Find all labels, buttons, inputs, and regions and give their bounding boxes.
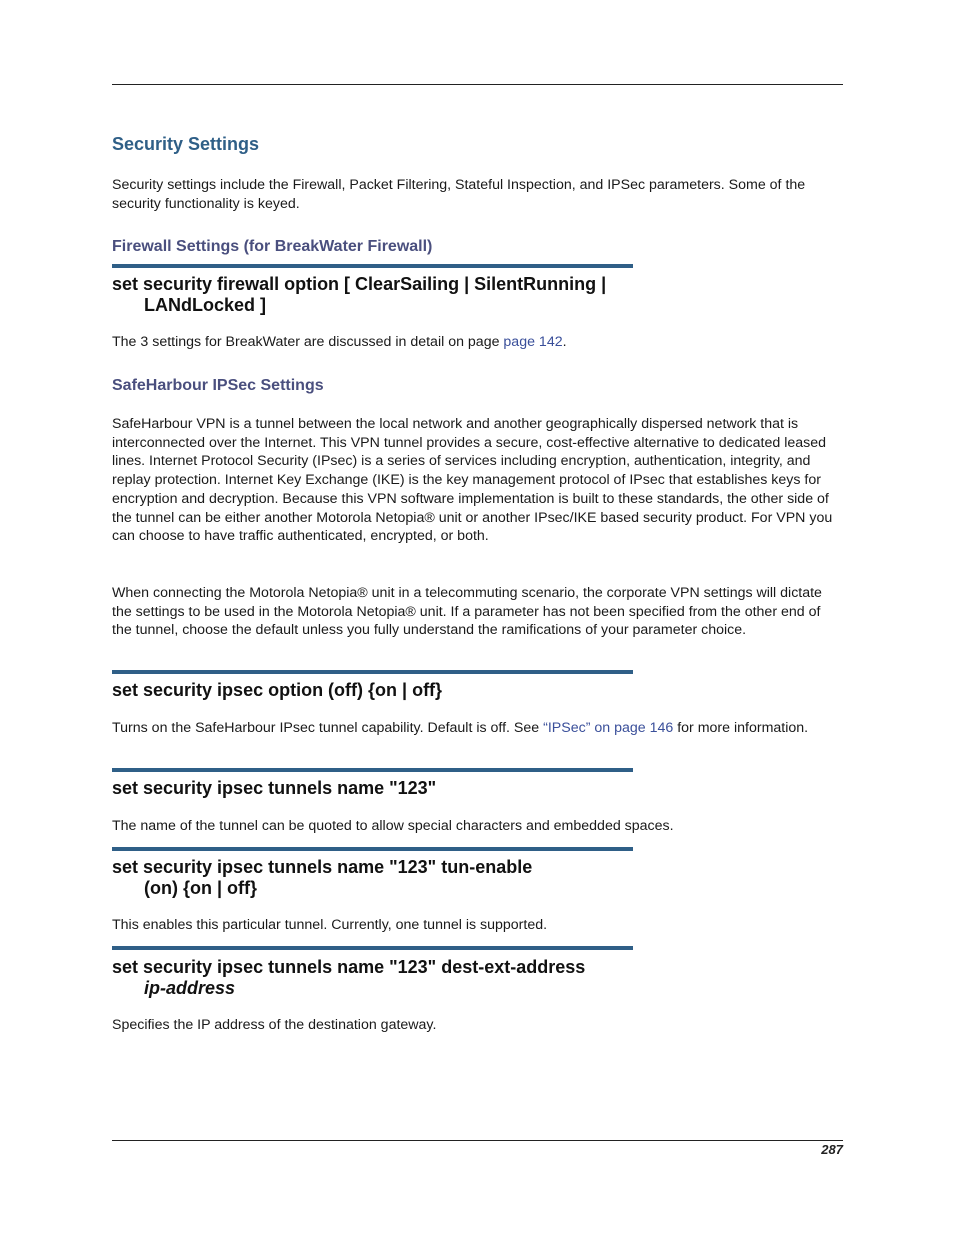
section-heading-security-settings: Security Settings (112, 134, 260, 154)
ipsec-option-description (112, 719, 843, 738)
command-line: set security ipsec tunnels name "123" dest-ext-address (112, 957, 586, 977)
vpn-paragraph: SafeHarbour VPN is a tunnel between the local network and another geographically dispersed network that is interconnected over the Internet. This VPN tunnel provides a secure, cost-effective alternative to dedicated leased lines. Internet Protocol Security (IPsec) is a series of services including encryption, authentication, integrity, and replay protection. Internet Key Exchange (IKE) is the key management protocol of IPsec that establishes keys for encryption and decryption. Because this VPN software implementation is built to these standards, the other side of the tunnel can be either another Motorola Netopia® unit or another IPsec/IKE based security product. For VPN you can choose to have traffic authenticated, encrypted, or both. (112, 416, 833, 545)
command-rule (112, 264, 633, 268)
command-rule (112, 768, 633, 772)
command-dest-ext-address (112, 957, 585, 999)
footer-rule (112, 1140, 843, 1141)
text: The 3 settings for BreakWater are discussed in detail on page (112, 334, 504, 350)
command-parameter: ip-address (144, 978, 236, 998)
page-link[interactable]: page 142 (503, 334, 563, 350)
tun-enable-description: This enables this particular tunnel. Currently, one tunnel is supported. (112, 917, 548, 933)
command-continuation: (on) {on | off} (144, 878, 258, 898)
tunnels-name-description: The name of the tunnel can be quoted to allow special characters and embedded spaces. (112, 818, 674, 834)
command-rule (112, 847, 633, 851)
subheading-safeharbour-ipsec: SafeHarbour IPSec Settings (112, 377, 324, 394)
command-continuation: LANdLocked ] (144, 295, 267, 315)
command-line: set security ipsec tunnels name "123" tun-enable (112, 857, 533, 877)
command-firewall-option (112, 274, 606, 316)
subheading-firewall-settings: Firewall Settings (for BreakWater Firewall) (112, 238, 433, 255)
header-rule (112, 84, 843, 85)
page-number: 287 (821, 1142, 843, 1157)
dest-ext-description: Specifies the IP address of the destination gateway. (112, 1017, 437, 1033)
telecommute-paragraph: When connecting the Motorola Netopia® unit in a telecommuting scenario, the corporate VPN settings will dictate the settings to be used in the Motorola Netopia® unit. If a parameter has not been specified from the other end of the tunnel, choose the default unless you fully understand the ramifications of your parameter choice. (112, 585, 822, 639)
command-ipsec-option: set security ipsec option (off) {on | off} (112, 680, 443, 700)
text: Turns on the SafeHarbour IPsec tunnel capability. Default is off. See (112, 720, 544, 736)
command-line: set security firewall option [ ClearSailing | SilentRunning | (112, 274, 607, 294)
command-rule (112, 946, 633, 950)
text: for more information. (673, 720, 809, 736)
command-tunnels-name: set security ipsec tunnels name "123" (112, 778, 437, 798)
command-rule (112, 670, 633, 674)
text: . (562, 334, 567, 350)
intro-paragraph: Security settings include the Firewall, Packet Filtering, Stateful Inspection, and IPSec parameters. Some of the security functionality is keyed. (112, 177, 806, 212)
command-tun-enable (112, 857, 532, 899)
page-link[interactable]: “IPSec” on page 146 (543, 720, 674, 736)
firewall-description (112, 333, 843, 352)
